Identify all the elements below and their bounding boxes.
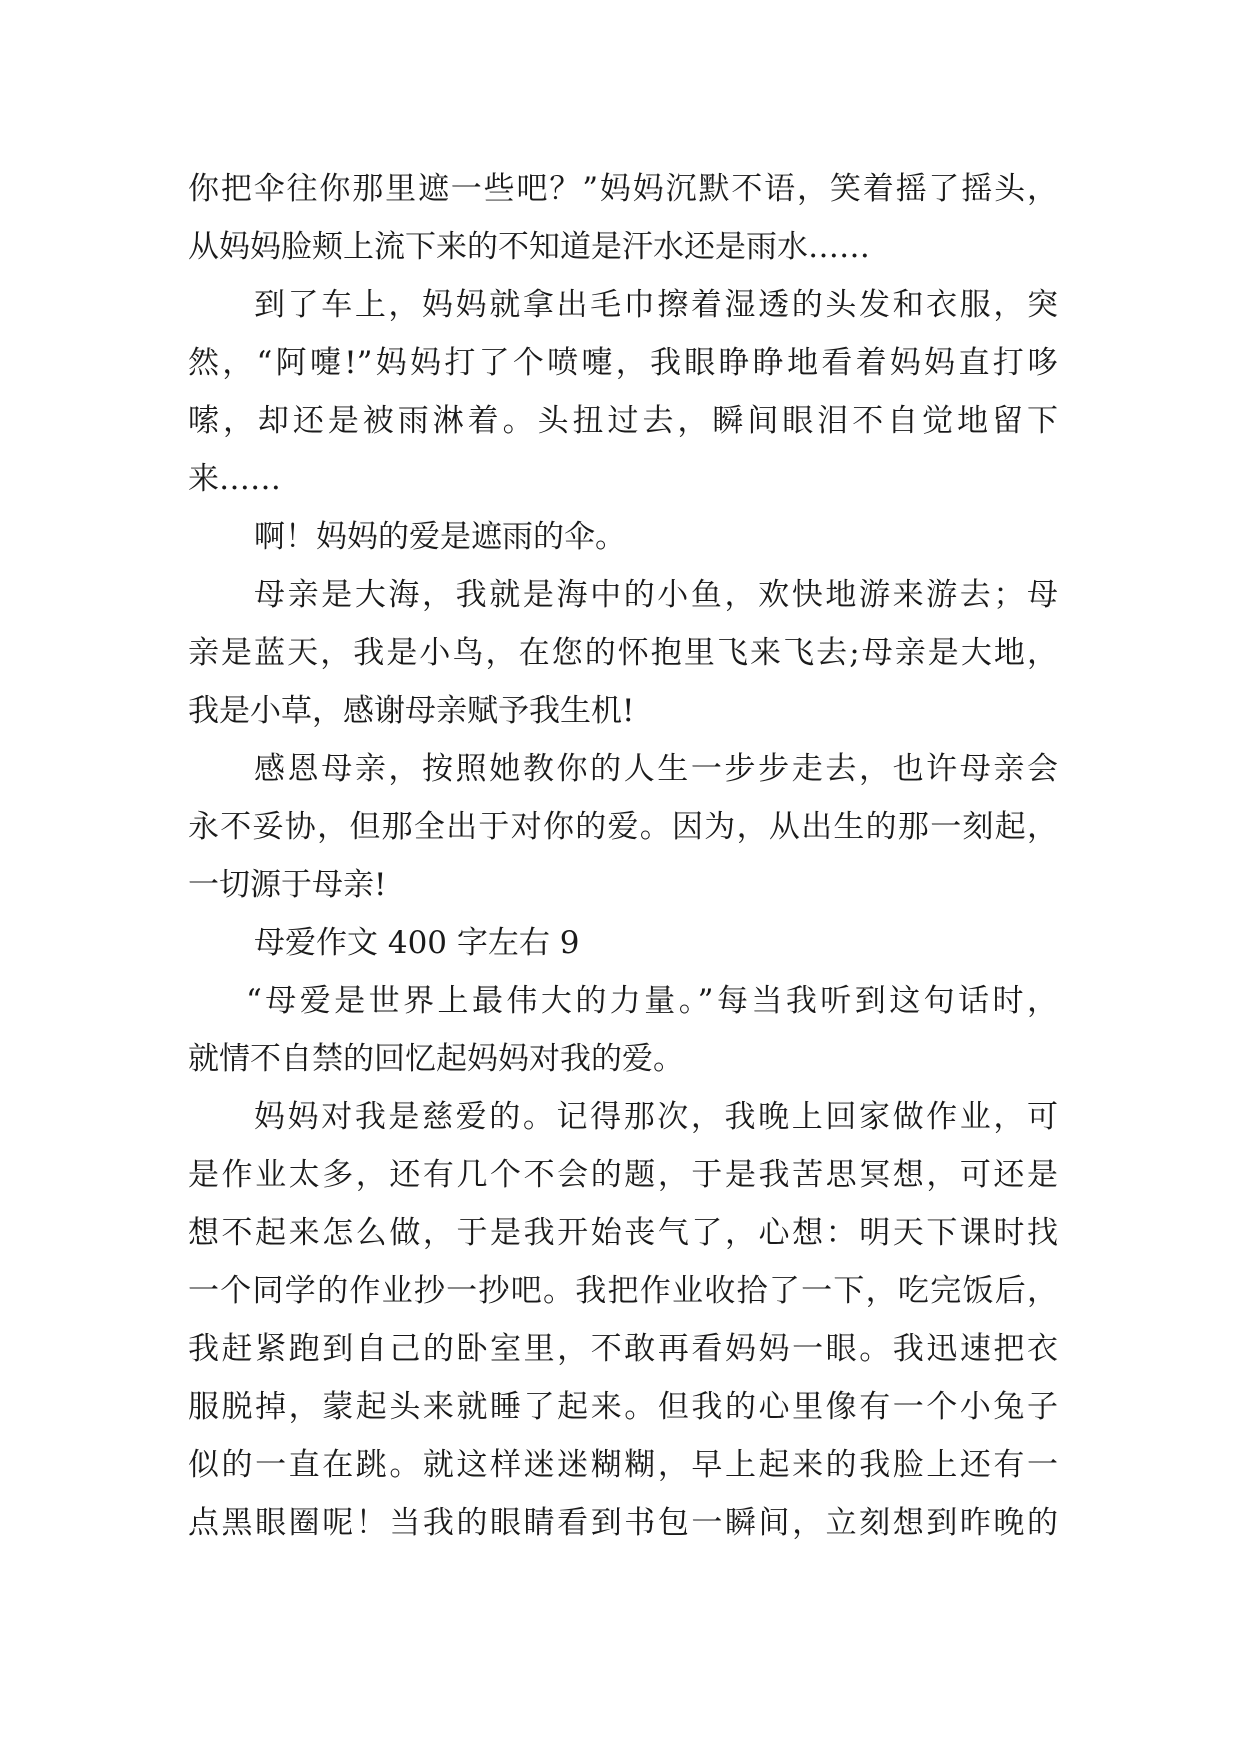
text-line: 似的一直在跳。就这样迷迷糊糊，早上起来的我脸上还有一 (188, 1447, 1058, 1483)
text-line: 服脱掉，蒙起头来就睡了起来。但我的心里像有一个小兔子 (188, 1389, 1058, 1425)
text-line: 亲是蓝天，我是小鸟，在您的怀抱里飞来飞去;母亲是大地， (188, 635, 1058, 671)
text-line: 嗦，却还是被雨淋着。头扭过去，瞬间眼泪不自觉地留下 (188, 403, 1058, 439)
text-line: 我是小草，感谢母亲赋予我生机! (188, 693, 635, 729)
text-line: 母亲是大海，我就是海中的小鱼，欢快地游来游去；母 (254, 577, 1058, 613)
text-line: 永不妥协，但那全出于对你的爱。因为，从出生的那一刻起， (188, 809, 1058, 845)
text-line: 感恩母亲，按照她教你的人生一步步走去，也许母亲会 (254, 751, 1058, 787)
text-line: 一切源于母亲! (188, 867, 387, 903)
text-line: 点黑眼圈呢！当我的眼睛看到书包一瞬间，立刻想到昨晚的 (188, 1505, 1058, 1541)
text-line: 母爱作文 400 字左右 9 (254, 925, 580, 961)
text-line: “母爱是世界上最伟大的力量。”每当我听到这句话时， (246, 983, 1058, 1019)
text-line: 是作业太多，还有几个不会的题，于是我苦思冥想，可还是 (188, 1157, 1058, 1193)
text-line: 一个同学的作业抄一抄吧。我把作业收拾了一下，吃完饭后， (188, 1273, 1058, 1309)
text-line: 从妈妈脸颊上流下来的不知道是汗水还是雨水…… (188, 229, 870, 265)
document-body (188, 160, 1058, 1552)
text-line: 到了车上，妈妈就拿出毛巾擦着湿透的头发和衣服，突 (254, 287, 1058, 323)
text-line: 想不起来怎么做，于是我开始丧气了，心想：明天下课时找 (188, 1215, 1058, 1251)
text-line: 然，“阿嚏!”妈妈打了个喷嚏，我眼睁睁地看着妈妈直打哆 (188, 345, 1058, 381)
text-line: 就情不自禁的回忆起妈妈对我的爱。 (188, 1041, 684, 1077)
text-line: 来…… (188, 461, 281, 497)
text-line: 我赶紧跑到自己的卧室里，不敢再看妈妈一眼。我迅速把衣 (188, 1331, 1058, 1367)
text-line: 啊！妈妈的爱是遮雨的伞。 (254, 519, 626, 555)
text-line: 妈妈对我是慈爱的。记得那次，我晚上回家做作业，可 (254, 1099, 1058, 1135)
text-line: 你把伞往你那里遮一些吧？”妈妈沉默不语，笑着摇了摇头， (188, 171, 1058, 207)
